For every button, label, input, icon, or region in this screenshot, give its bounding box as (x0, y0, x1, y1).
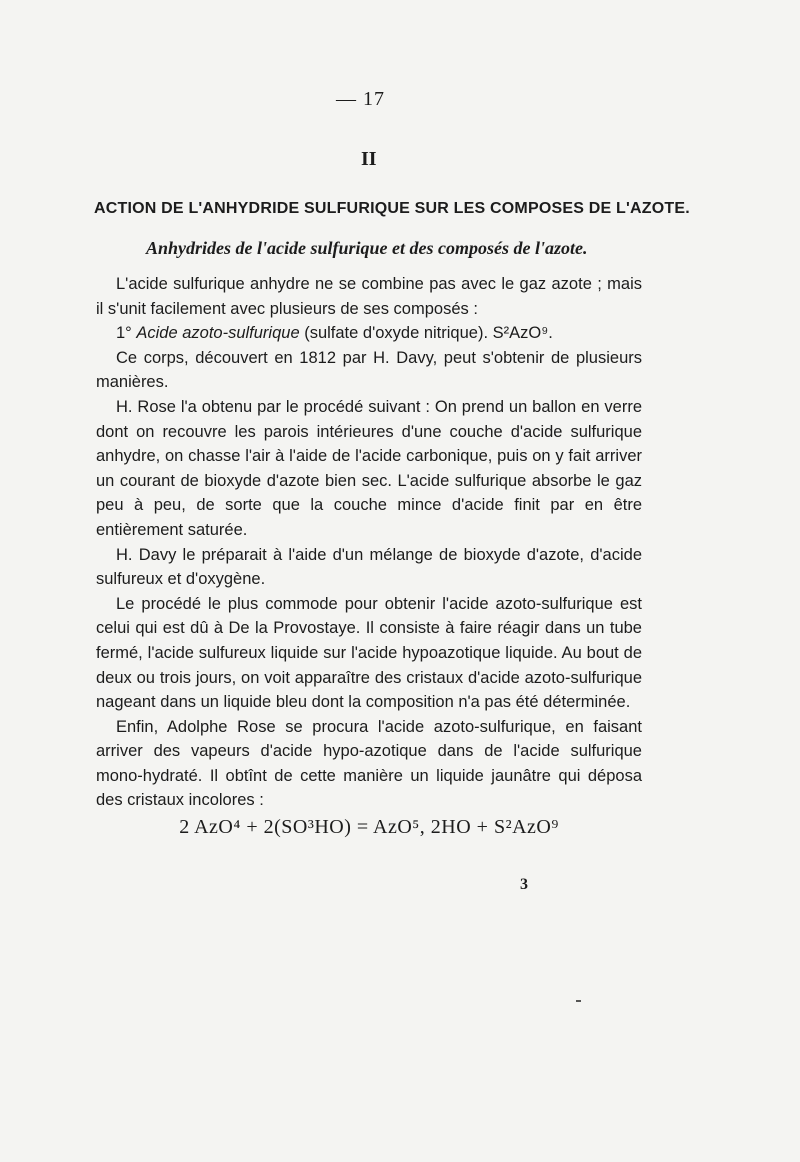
paragraph-rose-method: H. Rose l'a obtenu par le procédé suivant : On prend un ballon en verre dont on recouvre les parois intérieures d'une couche d'acide sulfurique anhydre, on chasse l'air à l'aide de l'acide carbonique, puis on y fait arriver un courant de bioxyde d'azote bien sec. L'acide sulfurique absorbe le gaz peu à peu, de sorte que la couche mince d'acide finit par en être entièrement saturée. (96, 397, 642, 539)
page-number: — 17 (336, 88, 385, 110)
paragraph-discovery: Ce corps, découvert en 1812 par H. Davy, peut s'obtenir de plusieurs manières. (96, 348, 642, 392)
list-number: 1° (116, 324, 137, 343)
compound-name: Acide azoto-sulfurique (136, 324, 300, 343)
paragraph-davy-method: H. Davy le préparait à l'aide d'un mélange de bioxyde d'azote, d'acide sulfureux et d'oxygène. (96, 545, 642, 589)
compound-formula: (sulfate d'oxyde nitrique). S²AzO⁹. (299, 324, 553, 343)
chemical-equation: 2 AzO⁴ + 2(SO³HO) = AzO⁵, 2HO + S²AzO⁹ (179, 816, 559, 839)
signature-mark: 3 (520, 876, 528, 893)
page-speck (576, 1000, 581, 1002)
section-number: II (361, 148, 377, 170)
subtitle: Anhydrides de l'acide sulfurique et des composés de l'azote. (146, 238, 588, 258)
body-text (96, 272, 642, 840)
chapter-title: ACTION DE L'ANHYDRIDE SULFURIQUE SUR LES COMPOSES DE L'AZOTE. (94, 200, 690, 217)
paragraph-adolphe-rose-method: Enfin, Adolphe Rose se procura l'acide azoto-sulfurique, en faisant arriver des vapeurs d'acide hypo-azotique dans de l'acide sulfurique mono-hydraté. Il obtînt de cette manière un liquide jaunâtre qui déposa des cristaux incolores : (96, 717, 642, 810)
paragraph-intro: L'acide sulfurique anhydre ne se combine pas avec le gaz azote ; mais il s'unit facilement avec plusieurs de ses composés : (96, 275, 642, 318)
paragraph-provostaye-method: Le procédé le plus commode pour obtenir l'acide azoto-sulfurique est celui qui est dû à De la Provostaye. Il consiste à faire réagir dans un tube fermé, l'acide sulfureux liquide sur l'acide hypoazotique liquide. Au bout de deux ou trois jours, on voit apparaître des cristaux d'acide azoto-sulfurique nageant dans un liquide bleu dont la composition n'a pas été déterminée. (96, 594, 642, 712)
paragraph-compound-heading (96, 321, 642, 346)
